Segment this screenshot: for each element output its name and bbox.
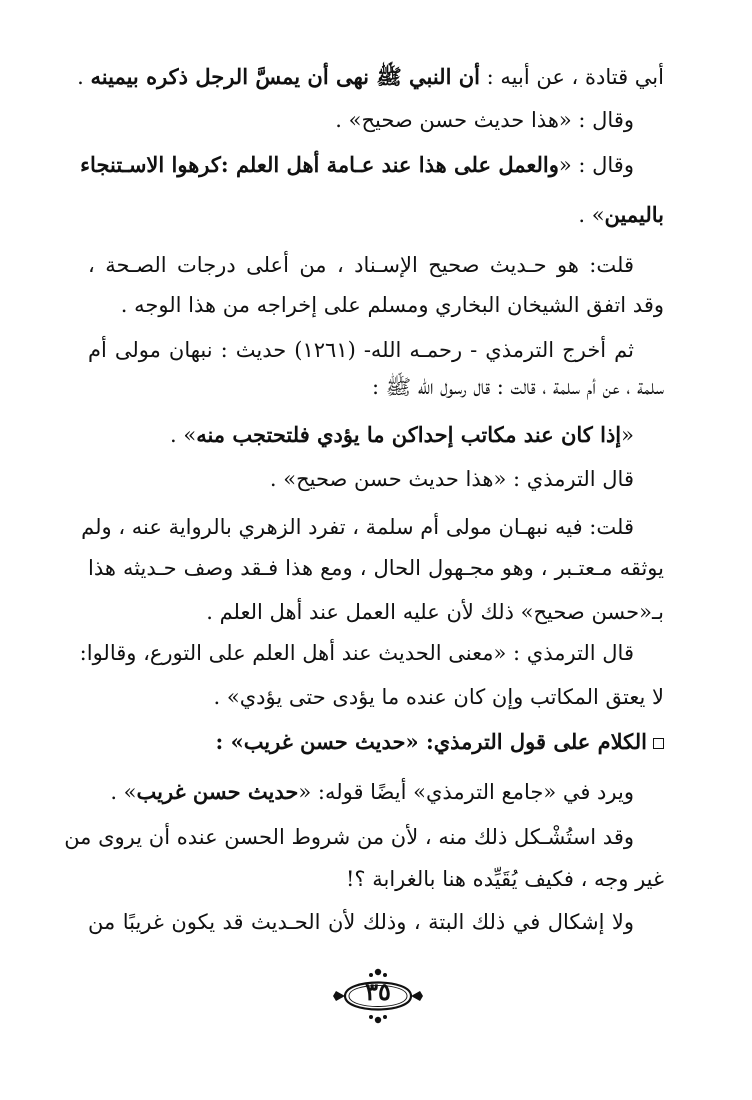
text-line bbox=[88, 905, 634, 939]
text-line bbox=[80, 148, 634, 182]
hadith-text: باليمين bbox=[604, 202, 664, 227]
plain-text: وقال : « bbox=[558, 153, 634, 177]
text-line bbox=[88, 462, 634, 496]
plain-text: سلمة ، عن أم سلمة ، قالت : قال رسول الله ﷺ : bbox=[371, 375, 664, 399]
plain-text: يوثقه مـعتـبر ، وهو مجـهول الحال ، ومع هذا فـقد وصف حـديثه هذا bbox=[88, 556, 664, 580]
section-heading-text: الكلام على قول الترمذي: «حديث حسن غريب» : bbox=[215, 729, 647, 754]
plain-text: غير وجه ، فكيف يُقَيِّده هنا بالغرابة ؟! bbox=[345, 867, 664, 891]
page-number: ٣٥ bbox=[365, 977, 391, 1006]
text-line bbox=[64, 820, 634, 854]
text-line bbox=[88, 862, 664, 896]
plain-text: قال الترمذي : «معنى الحديث عند أهل العلم على التورع، وقالوا: bbox=[79, 641, 634, 665]
square-bullet-icon bbox=[653, 738, 664, 749]
text-line bbox=[88, 288, 664, 322]
hadith-text: والعمل على هذا عند عـامة أهل العلم :كرهوا الاسـتنجاء bbox=[80, 152, 559, 177]
plain-text: . bbox=[77, 65, 91, 89]
plain-text: قلت: فيه نبهـان مولى أم سلمة ، تفرد الزهري بالرواية عنه ، ولم bbox=[81, 515, 634, 539]
plain-text: ثم أخرج الترمذي - رحمـه الله- (١٢٦١) حديث : نبهان مولى أم bbox=[88, 338, 634, 362]
plain-text: ويرد في «جامع الترمذي» أيضًا قوله: « bbox=[298, 780, 634, 804]
plain-text: وقال : «هذا حديث حسن صحيح» . bbox=[335, 108, 634, 132]
text-line bbox=[88, 370, 664, 404]
plain-text: بـ«حسن صحيح» ذلك لأن عليه العمل عند أهل العلم . bbox=[206, 600, 664, 624]
plain-text: قلت: هو حـديث صحيح الإسـناد ، من أعلى درجات الصـحة ، bbox=[88, 253, 634, 277]
plain-text: » . bbox=[110, 780, 137, 804]
section-heading bbox=[88, 725, 664, 759]
text-line bbox=[81, 510, 634, 544]
text-line bbox=[88, 198, 664, 232]
plain-text: » . bbox=[578, 203, 605, 227]
text-line bbox=[88, 595, 664, 629]
text-line bbox=[79, 636, 634, 670]
text-line bbox=[77, 60, 664, 94]
plain-text: ولا إشكال في ذلك البتة ، وذلك لأن الحـديث قد يكون غريبًا من bbox=[88, 910, 634, 934]
text-line bbox=[88, 333, 634, 367]
page-number-badge bbox=[323, 958, 433, 1028]
text-line bbox=[88, 248, 634, 282]
plain-text: قال الترمذي : «هذا حديث حسن صحيح» . bbox=[269, 467, 634, 491]
plain-text: لا يعتق المكاتب وإن كان عنده ما يؤدى حتى يؤدي» . bbox=[213, 685, 664, 709]
quoted-term: حديث حسن غريب bbox=[136, 779, 299, 804]
plain-text: وقد استُشْـكل ذلك منه ، لأن من شروط الحسن عنده أن يروى من bbox=[64, 825, 634, 849]
plain-text: أبي قتادة ، عن أبيه : bbox=[479, 65, 664, 89]
text-line bbox=[88, 418, 634, 452]
plain-text: وقد اتفق الشيخان البخاري ومسلم على إخراجه من هذا الوجه . bbox=[120, 293, 664, 317]
text-line bbox=[88, 103, 634, 137]
text-line bbox=[88, 775, 634, 809]
plain-text: « bbox=[621, 423, 634, 447]
text-line bbox=[88, 680, 664, 714]
text-line bbox=[88, 551, 664, 585]
plain-text: » . bbox=[169, 423, 197, 447]
hadith-text: أن النبي ﷺ نهى أن يمسَّ الرجل ذكره بيمينه bbox=[90, 64, 480, 89]
hadith-text: إذا كان عند مكاتب إحداكن ما يؤدي فلتحتجب منه bbox=[196, 422, 622, 447]
